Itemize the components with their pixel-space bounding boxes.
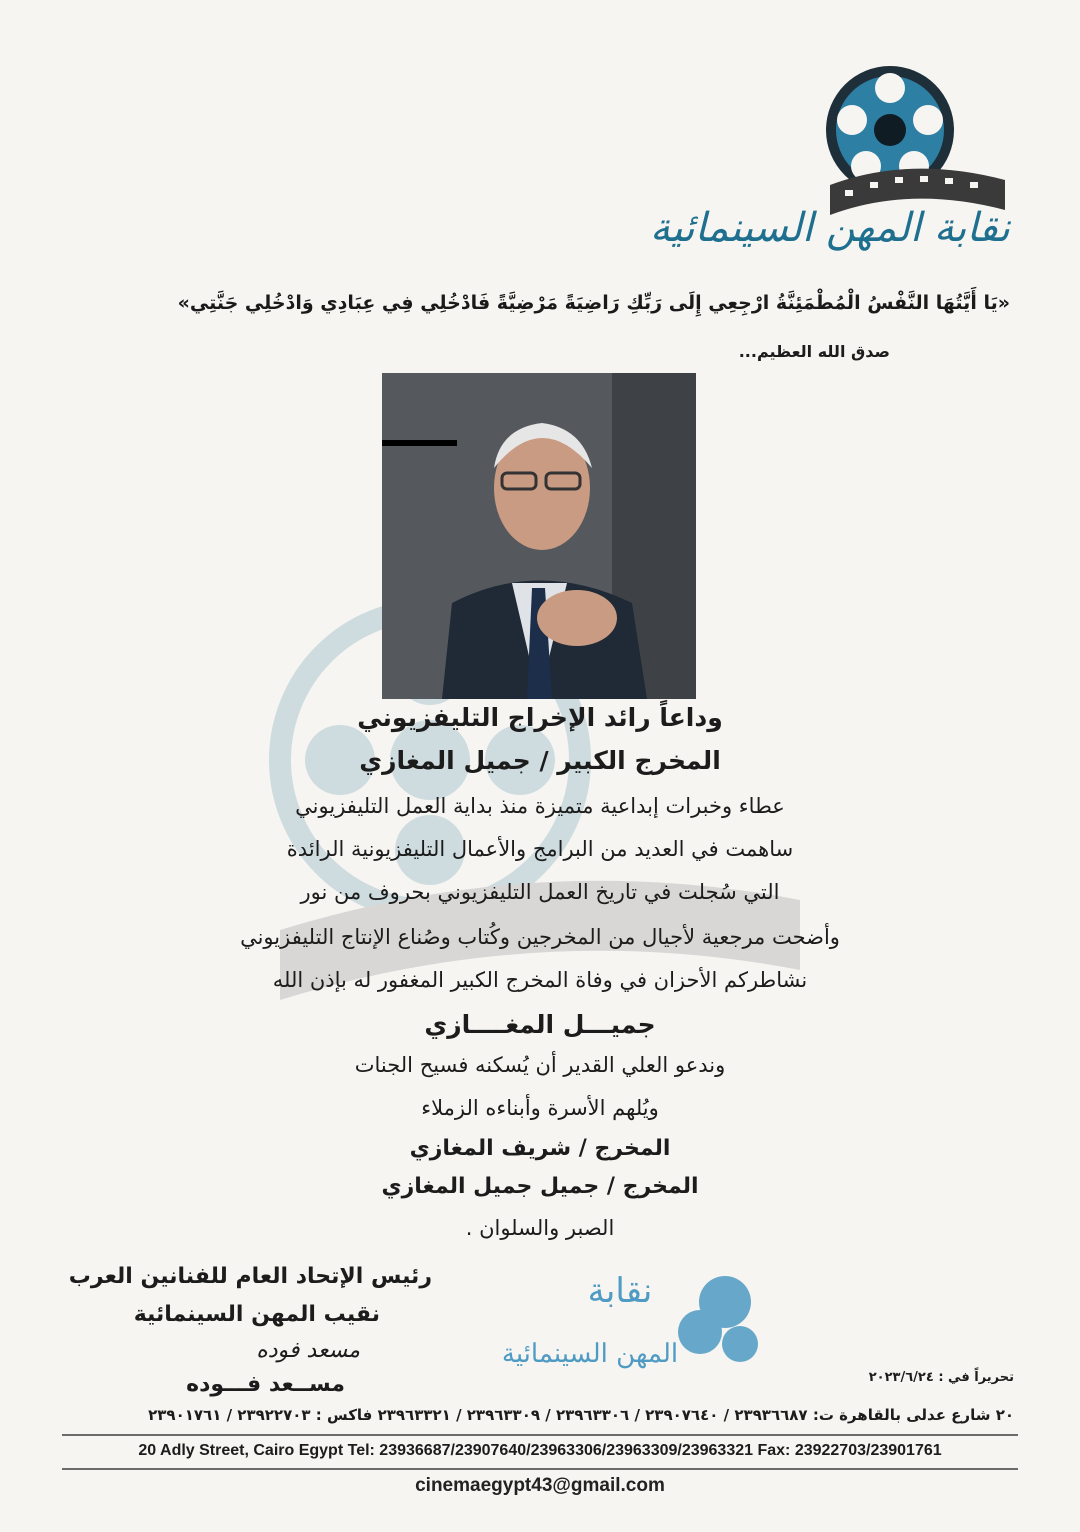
portrait-photo	[382, 373, 696, 699]
handwritten-signature: مسعد فوده	[256, 1338, 360, 1363]
son-2: المخرج / جميل جميل المغازي	[381, 1174, 699, 1199]
body-line-5: نشاطركم الأحزان في وفاة المخرج الكبير المغفور له بإذن الله	[272, 968, 808, 992]
contact-email[interactable]: cinemaegypt43@gmail.com	[415, 1475, 665, 1496]
closing-line: الصبر والسلوان .	[465, 1216, 615, 1240]
body-line-2: ساهمت في العديد من البرامج والأعمال التليفزيونية الرائدة	[286, 837, 794, 861]
syndicate-logo-text: نقابة المهن السينمائية	[650, 205, 1010, 251]
name-line: المخرج الكبير / جميل المغازي	[359, 746, 721, 775]
signature-title-2: نقيب المهن السينمائية	[133, 1302, 380, 1327]
footer-address-arabic: ٢٠ شارع عدلى بالقاهرة ت: ٢٣٩٣٦٦٨٧ / ٢٣٩٠٧٦٤٠ / ٢٣٩٦٣٣٠٦ / ٢٣٩٦٣٣٠٩ / ٢٣٩٦٣٣٢١ فاكس : ٢٣٩٢٢٧٠٣ / ٢٣٩٠١٧٦١	[148, 1406, 1014, 1424]
issue-date: تحريراً في : ٢٠٢٣/٦/٢٤	[868, 1370, 1014, 1385]
signature-name: مســعد فـــوده	[186, 1372, 345, 1397]
footer-address-english: 20 Adly Street, Cairo Egypt Tel: 23936687/23907640/23963306/23963309/23963321 Fax: 23922703/23901761	[138, 1442, 942, 1459]
deceased-name: جميـــل المغــــازي	[424, 1010, 656, 1039]
body-line-4: وأضحت مرجعية لأجيال من المخرجين وكُتاب وصُناع الإنتاج التليفزيوني	[240, 925, 840, 949]
quran-verse: «يَا أَيَّتُهَا النَّفْسُ الْمُطْمَئِنَّةُ ارْجِعِي إِلَى رَبِّكِ رَاضِيَةً مَرْضِيَّةً فَادْخُلِي فِي عِبَادِي وَادْخُلِي جَنَّتِي»	[177, 292, 1010, 314]
verse-ending: صدق الله العظيم...	[738, 342, 890, 361]
footer-divider-top	[62, 1434, 1018, 1436]
stamp-text-2: المهن السينمائية	[501, 1339, 679, 1369]
prayer-line-2: ويُلهم الأسرة وأبناءه الزملاء	[421, 1096, 659, 1120]
prayer-line-1: وندعو العلي القدير أن يُسكنه فسيح الجنات	[354, 1053, 726, 1077]
body-line-1: عطاء وخبرات إبداعية متميزة منذ بداية العمل التليفزيوني	[295, 794, 785, 818]
signature-title-1: رئيس الإتحاد العام للفنانين العرب	[68, 1264, 432, 1289]
body-line-3: التي سُجلت في تاريخ العمل التليفزيوني بحروف من نور	[300, 880, 780, 904]
son-1: المخرج / شريف المغازي	[409, 1136, 671, 1161]
official-stamp	[470, 1262, 780, 1392]
footer-divider-bottom	[62, 1468, 1018, 1470]
stamp-text-1: نقابة	[587, 1271, 653, 1311]
headline: وداعاً رائد الإخراج التليفزيوني	[357, 703, 723, 732]
